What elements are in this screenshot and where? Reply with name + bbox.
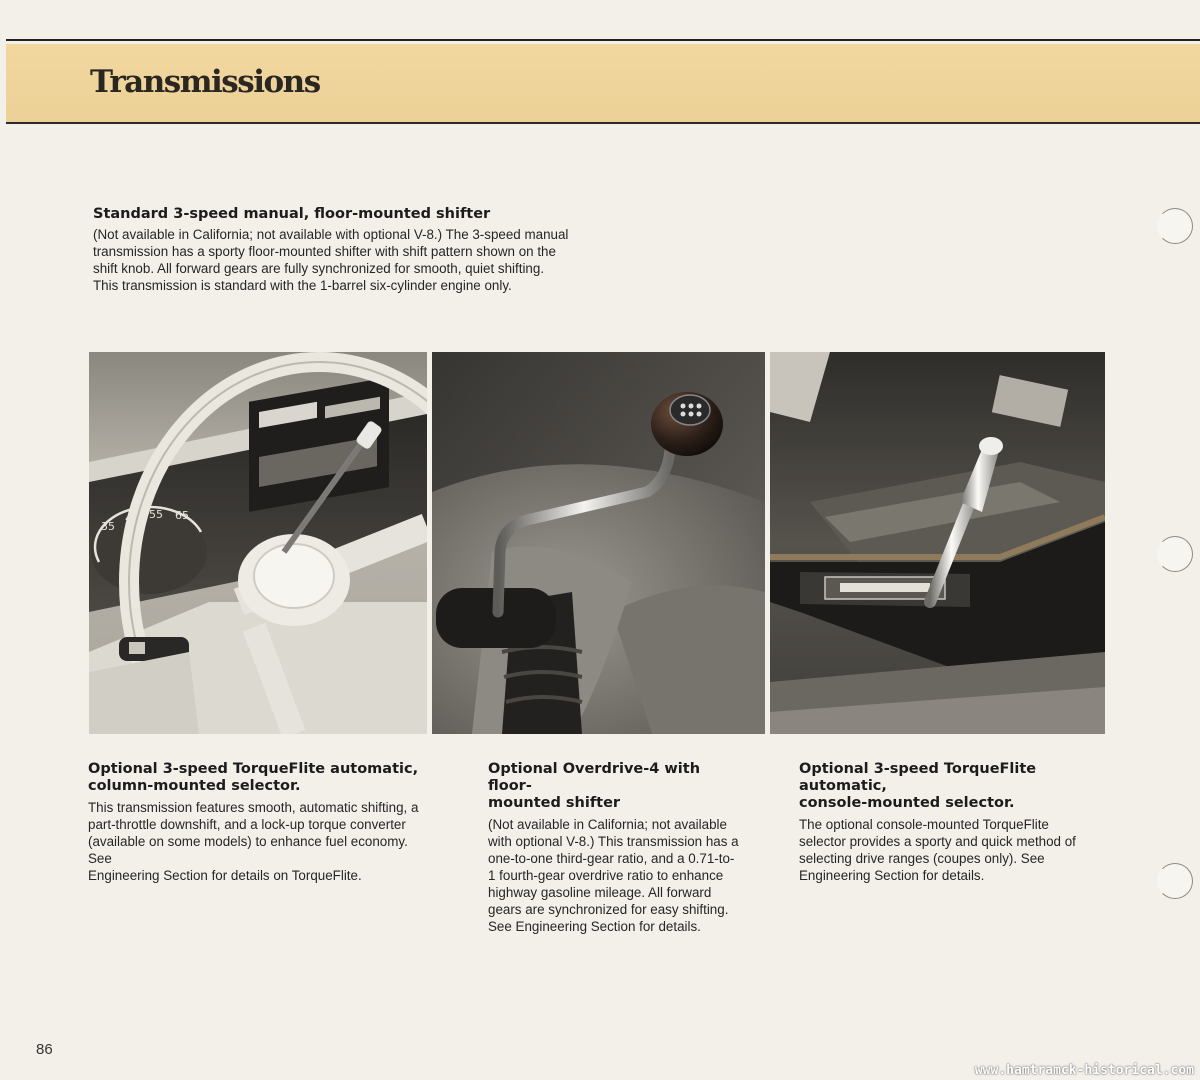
intro-body bbox=[93, 226, 583, 294]
gauge-label: 55 bbox=[149, 508, 163, 521]
text-line: The optional console-mounted TorqueFlite bbox=[799, 817, 1049, 832]
text-line: shift knob. All forward gears are fully synchronized for smooth, quiet shifting. bbox=[93, 261, 545, 276]
console-selector-photo bbox=[770, 352, 1105, 734]
intro-heading: Standard 3-speed manual, floor-mounted shifter bbox=[93, 206, 491, 222]
column-selector-body bbox=[88, 799, 433, 884]
console-selector-body bbox=[799, 816, 1099, 884]
column-selector-heading bbox=[88, 761, 433, 795]
floor-shifter-photo bbox=[432, 352, 765, 734]
text-line: one-to-one third-gear ratio, and a 0.71-to- bbox=[488, 851, 735, 866]
watermark: www.hamtramck-historical.com bbox=[974, 1063, 1194, 1078]
text-line: 1 fourth-gear overdrive ratio to enhance bbox=[488, 868, 724, 883]
heading-line: Optional 3-speed TorqueFlite automatic, bbox=[799, 761, 1037, 794]
gauge-label: 45 bbox=[125, 512, 139, 525]
top-rule bbox=[6, 39, 1200, 41]
text-line: with optional V-8.) This transmission has a bbox=[488, 834, 739, 849]
overdrive-section bbox=[488, 761, 746, 935]
text-line: See Engineering Section for details. bbox=[488, 919, 701, 934]
console-selector-section bbox=[799, 761, 1099, 884]
heading-line: Optional 3-speed TorqueFlite automatic, bbox=[88, 761, 419, 777]
text-line: (Not available in California; not available with optional V-8.) The 3-speed manual bbox=[93, 227, 569, 242]
binder-hole bbox=[1157, 208, 1193, 244]
gauge-label: 35 bbox=[101, 520, 115, 533]
column-selector-section bbox=[88, 761, 433, 884]
console-selector-heading bbox=[799, 761, 1099, 812]
heading-line: console-mounted selector. bbox=[799, 795, 1015, 811]
page-number: 86 bbox=[36, 1041, 53, 1058]
text-line: (available on some models) to enhance fuel economy. See bbox=[88, 834, 408, 866]
text-line: gears are synchronized for easy shifting. bbox=[488, 902, 729, 917]
binder-hole bbox=[1157, 863, 1193, 899]
overdrive-heading bbox=[488, 761, 746, 812]
intro-section bbox=[93, 206, 583, 294]
text-line: This transmission is standard with the 1-barrel six-cylinder engine only. bbox=[93, 278, 512, 293]
text-line: selector provides a sporty and quick method of bbox=[799, 834, 1076, 849]
column-selector-photo bbox=[89, 352, 427, 734]
text-line: (Not available in California; not available bbox=[488, 817, 727, 832]
text-line: part-throttle downshift, and a lock-up torque converter bbox=[88, 817, 406, 832]
heading-line: mounted shifter bbox=[488, 795, 621, 811]
text-line: selecting drive ranges (coupes only). See bbox=[799, 851, 1045, 866]
text-line: Engineering Section for details. bbox=[799, 868, 985, 883]
text-line: This transmission features smooth, automatic shifting, a bbox=[88, 800, 419, 815]
gauge-label: 65 bbox=[175, 509, 189, 522]
page-title: Transmissions bbox=[90, 64, 320, 100]
binder-hole bbox=[1157, 536, 1193, 572]
heading-line: column-mounted selector. bbox=[88, 778, 301, 794]
text-line: Engineering Section for details on TorqueFlite. bbox=[88, 868, 362, 883]
text-line: highway gasoline mileage. All forward bbox=[488, 885, 712, 900]
text-line: transmission has a sporty floor-mounted shifter with shift pattern shown on the bbox=[93, 244, 556, 259]
overdrive-body bbox=[488, 816, 746, 935]
heading-line: Optional Overdrive-4 with floor- bbox=[488, 761, 701, 794]
